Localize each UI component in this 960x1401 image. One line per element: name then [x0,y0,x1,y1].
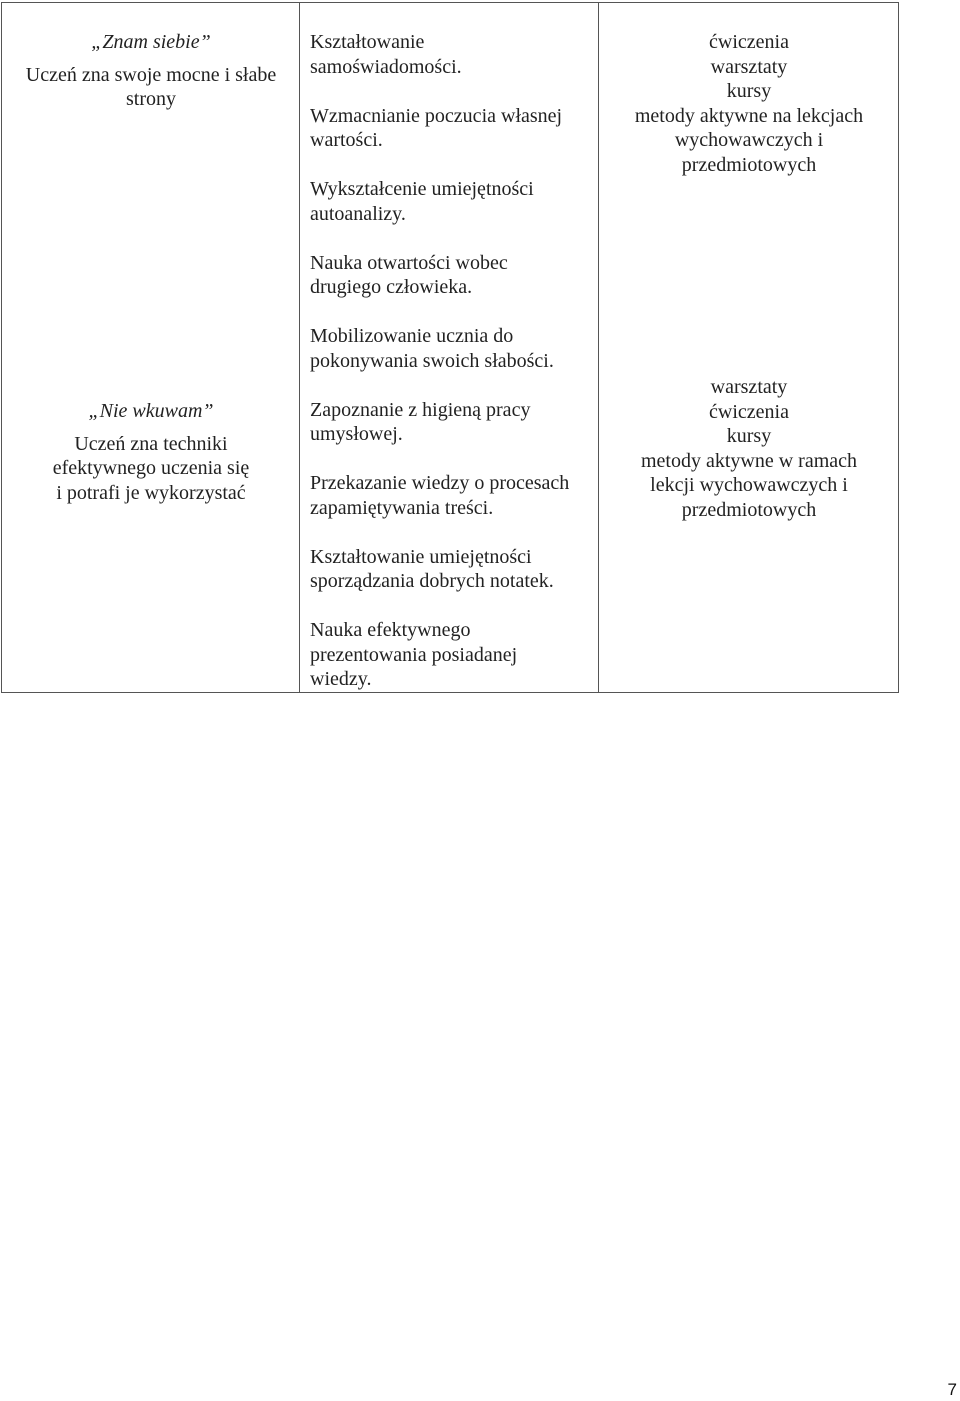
task-line: Wzmacnianie poczucia własnej [310,104,563,127]
task-line: samoświadomości. [310,55,462,78]
task-line: sporządzania dobrych notatek. [310,570,554,592]
goal-description-line: strony [126,88,176,110]
methods-block [599,30,899,177]
task-line: drugiego człowieka. [310,276,473,298]
task-line: Nauka efektywnego [310,619,471,641]
task-item [310,177,592,226]
task-item [310,30,592,79]
method-line: warsztaty [710,55,788,78]
goal-title: „Nie wkuwam” [88,400,214,422]
task-line: Kształtowanie umiejętności [310,545,532,568]
method-line: metody aktywne na lekcjach [634,104,864,127]
task-line: Wykształcenie umiejętności [310,178,534,200]
method-line: przedmiotowych [681,153,817,176]
task-line: Mobilizowanie ucznia do [310,325,514,347]
task-item [310,545,592,594]
task-line: Przekazanie wiedzy o procesach [310,472,570,494]
methods-cell [599,3,899,693]
goal-description [2,63,300,112]
page-number: 7 [947,1380,957,1399]
task-line: Zapoznanie z higieną pracy [310,398,531,421]
method-line: metody aktywne w ramach [640,449,858,472]
program-table [1,2,899,693]
method-line: wychowawczych i [674,129,824,151]
task-item [310,251,592,300]
goal-description-line: Uczeń zna swoje mocne i słabe [25,63,277,86]
task-line: wartości. [310,129,383,151]
method-line: kursy [726,80,772,102]
task-line: autoanalizy. [310,202,406,225]
goal-description [2,432,300,506]
task-line: wiedzy. [310,668,372,690]
task-item [310,618,592,692]
goal-block-znam-siebie [2,30,300,112]
goal-description-line: i potrafi je wykorzystać [56,481,246,504]
task-list [300,3,598,692]
tasks-cell [300,3,599,693]
method-line: kursy [726,425,772,447]
task-line: Nauka otwartości wobec [310,251,508,274]
task-line: zapamiętywania treści. [310,496,494,519]
method-line: ćwiczenia [709,31,789,53]
goal-description-line: efektywnego uczenia się [52,457,250,479]
methods-block [599,375,899,522]
goals-cell [2,3,300,693]
task-line: pokonywania swoich słabości. [310,349,554,372]
goal-block-nie-wkuwam [2,399,300,505]
task-item [310,471,592,520]
task-line: prezentowania posiadanej [310,643,518,666]
method-line: lekcji wychowawczych i [650,474,848,496]
task-item [310,104,592,153]
goal-description-line: Uczeń zna techniki [74,432,228,455]
table-row [2,3,899,693]
method-line: przedmiotowych [681,498,817,521]
task-item [310,324,592,373]
task-line: Kształtowanie [310,31,425,53]
method-line: ćwiczenia [709,400,789,423]
method-line: warsztaty [710,376,788,398]
goal-title: „Znam siebie” [91,31,211,53]
task-line: umysłowej. [310,423,403,445]
task-item [310,398,592,447]
